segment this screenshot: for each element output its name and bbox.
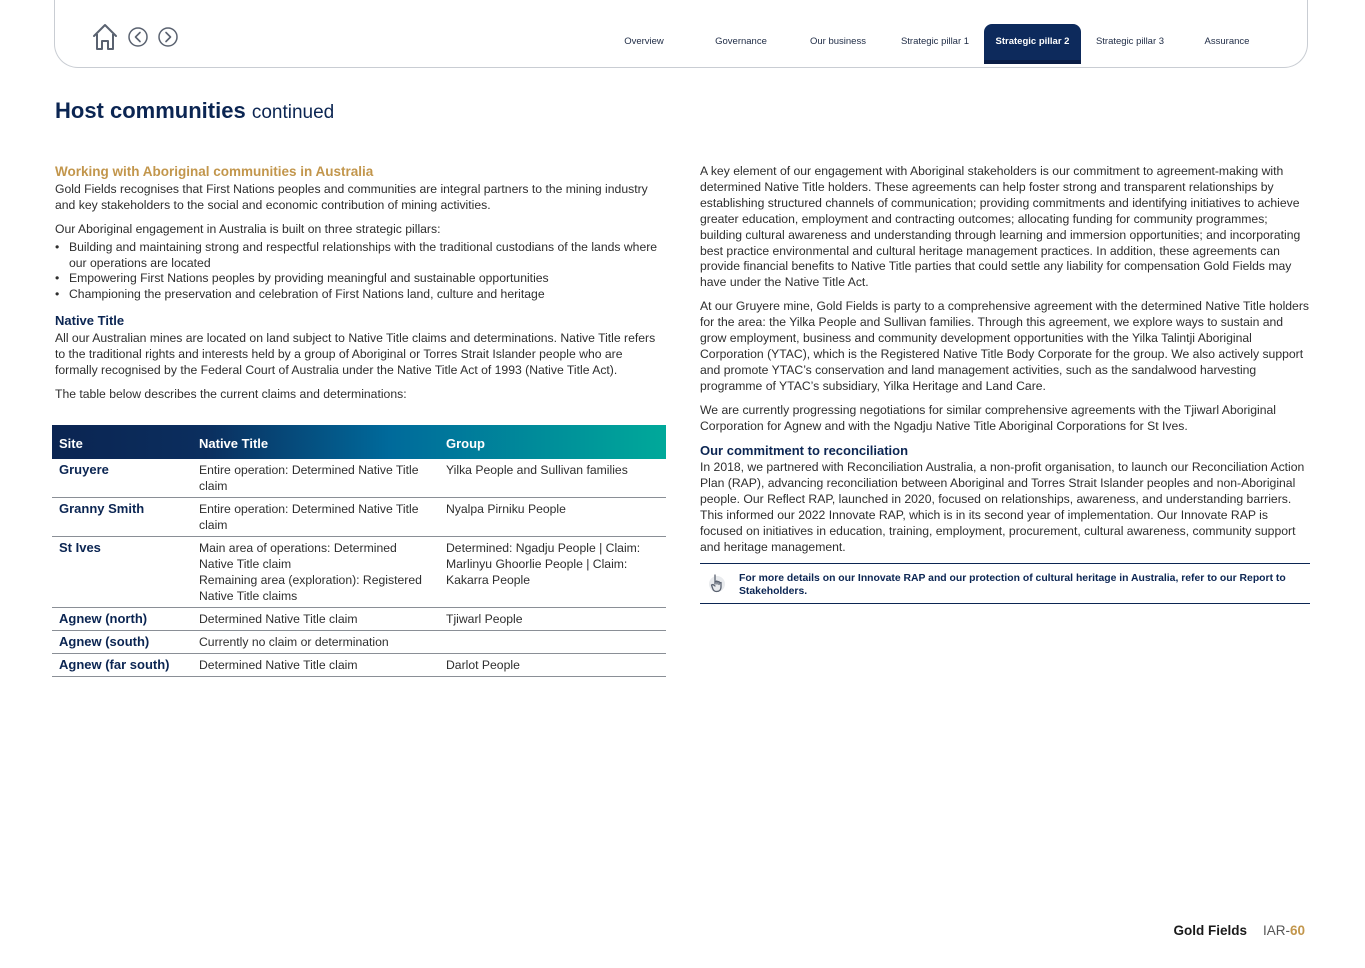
list-item: • Building and maintaining strong and respectful relationships with the traditional custodians of the lands where our operations are located — [55, 240, 667, 272]
site-cell: Agnew (far south) — [52, 654, 192, 677]
list-item: • Championing the preservation and celebration of First Nations land, culture and heritage — [55, 287, 667, 303]
group-cell: Determined: Ngadju People | Claim: Marlinyu Ghoorlie People | Claim: Kakarra People — [439, 537, 666, 608]
reconciliation-paragraph: In 2018, we partnered with Reconciliation Australia, a non-profit organisation, to launch our Reconciliation Action Plan (RAP), advancing reconciliation between Aboriginal and Torres Strait Islander peoples and non-Aboriginal people. Our Reflect RAP, launched in 2020, focused on relationships, awareness, and understanding barriers. This informed our 2022 Innovate RAP, which is in its second year of implementation. Our Innovate RAP is focused on initiatives in education, training, employment, procurement, cultural awareness, community support and heritage management. — [700, 460, 1305, 554]
page-title-main: Host communities — [55, 98, 246, 123]
pillars-list — [55, 240, 667, 304]
page-number-value: 60 — [1289, 923, 1305, 938]
home-icon[interactable] — [91, 22, 119, 57]
list-item: • Empowering First Nations peoples by providing meaningful and sustainable opportunities — [55, 271, 667, 287]
table-row — [52, 459, 666, 498]
native-title-cell: Entire operation: Determined Native Title claim — [192, 459, 439, 498]
right-column — [700, 164, 1312, 564]
section-heading-reconciliation: Our commitment to reconciliation — [700, 442, 909, 458]
native-title-cell: Entire operation: Determined Native Title claim — [192, 498, 439, 537]
gruyere-paragraph: At our Gruyere mine, Gold Fields is party to a comprehensive agreement with the determined Native Title holders for the area: the Yilka People and Sullivan families. Through this agreement, we explore ways to sustain and grow employment, business and community development opportunities with the Yilka Talintji Aboriginal Corporation (YTAC), which is the Registered Native Title Body Corporate for the group. We also actively support and promote YTAC’s conservation and land management activities, such as the sandalwood harvesting programme of YTAC’s subsidiary, Yilka Heritage and Land Care. — [700, 299, 1309, 393]
group-cell: Yilka People and Sullivan families — [439, 459, 666, 498]
native-title-paragraph: All our Australian mines are located on land subject to Native Title claims and determinations. Native Title refers to the traditional rights and interests held by a group of Aboriginal or Torres Strait Islander people who are formally recognised by the Federal Court of Australia under the Native Title Act of 1993 (Native Title Act). — [55, 331, 656, 377]
column-header-native-title: Native Title — [199, 436, 269, 451]
native-title-cell: Currently no claim or determination — [192, 631, 439, 654]
table-header-row — [52, 425, 666, 459]
table-row — [52, 608, 666, 631]
left-column — [55, 164, 667, 411]
nav-icon-group — [91, 22, 179, 57]
group-cell: Darlot People — [439, 654, 666, 677]
back-arrow-icon[interactable] — [127, 26, 149, 53]
pointing-hand-icon — [708, 572, 726, 599]
column-header-site: Site — [59, 436, 83, 451]
native-title-cell: Determined Native Title claim — [192, 654, 439, 677]
table-row — [52, 631, 666, 654]
column-header-group: Group — [446, 436, 485, 451]
tab-governance[interactable]: Governance — [715, 36, 767, 47]
negotiations-paragraph: We are currently progressing negotiations for similar comprehensive agreements with the Tjiwarl Aboriginal Corporation for Agnew and with the Ngadju Native Title Aboriginal Corporations for St Ives. — [700, 402, 1277, 433]
native-title-cell: Determined Native Title claim — [192, 608, 439, 631]
forward-arrow-icon[interactable] — [157, 26, 179, 53]
site-cell: St Ives — [52, 537, 192, 608]
native-title-cell — [192, 537, 439, 608]
site-cell: Agnew (north) — [52, 608, 192, 631]
callout-text[interactable]: For more details on our Innovate RAP and our protection of cultural heritage in Australia, refer to our Report to Stakeholders. — [739, 573, 1286, 597]
table-row — [52, 537, 666, 608]
tab-assurance[interactable]: Assurance — [1204, 36, 1250, 47]
group-cell — [439, 631, 666, 654]
site-cell: Granny Smith — [52, 498, 192, 537]
section-heading-native-title: Native Title — [55, 313, 125, 329]
section-heading-aboriginal-communities: Working with Aboriginal communities in Australia — [55, 164, 374, 179]
table-intro: The table below describes the current claims and determinations: — [55, 386, 407, 401]
tab-our-business[interactable]: Our business — [810, 36, 866, 47]
native-title-line: Remaining area (exploration): Registered Native Title claims — [199, 573, 422, 603]
footer-brand: Gold Fields — [1173, 923, 1247, 938]
tab-strategic-pillar-2[interactable]: Strategic pillar 2 — [984, 24, 1081, 64]
agreements-paragraph: A key element of our engagement with Aboriginal stakeholders is our commitment to agreement-making with determined Native Title holders. These agreements can help foster strong and transparent relationships by establishing structured channels of communication; providing commitments and identifying initiatives to achieve greater education, employment and contracting outcomes; allocating funding for community programmes; building cultural awareness and understanding through learning and immersion opportunities; and incorporating best practice environmental and cultural heritage management practices. In addition, these agreements can provide financial benefits to Native Title parties that could settle any liability for compensation Gold Fields may have under the Native Title Act. — [700, 164, 1301, 290]
native-title-table — [52, 425, 666, 677]
tab-overview[interactable]: Overview — [624, 36, 664, 47]
site-cell: Gruyere — [52, 459, 192, 498]
tab-strategic-pillar-3[interactable]: Strategic pillar 3 — [1095, 36, 1165, 47]
site-cell: Agnew (south) — [52, 631, 192, 654]
table-row — [52, 498, 666, 537]
group-cell: Nyalpa Pirniku People — [439, 498, 666, 537]
intro-paragraph: Gold Fields recognises that First Nations peoples and communities are integral partners to the mining industry and key stakeholders to the social and economic contribution of mining activities. — [55, 181, 648, 212]
report-callout[interactable] — [700, 563, 1310, 604]
page-footer — [1173, 923, 1305, 938]
table-row — [52, 654, 666, 677]
native-title-line: Main area of operations: Determined Native Title claim — [199, 541, 397, 571]
tab-strategic-pillar-1[interactable]: Strategic pillar 1 — [900, 36, 970, 47]
group-cell: Tjiwarl People — [439, 608, 666, 631]
doc-label: IAR- — [1262, 923, 1290, 938]
page-title — [55, 98, 334, 124]
page-number — [1263, 923, 1305, 938]
pillars-intro: Our Aboriginal engagement in Australia is built on three strategic pillars: — [55, 221, 441, 236]
page-title-suffix: continued — [251, 102, 335, 123]
